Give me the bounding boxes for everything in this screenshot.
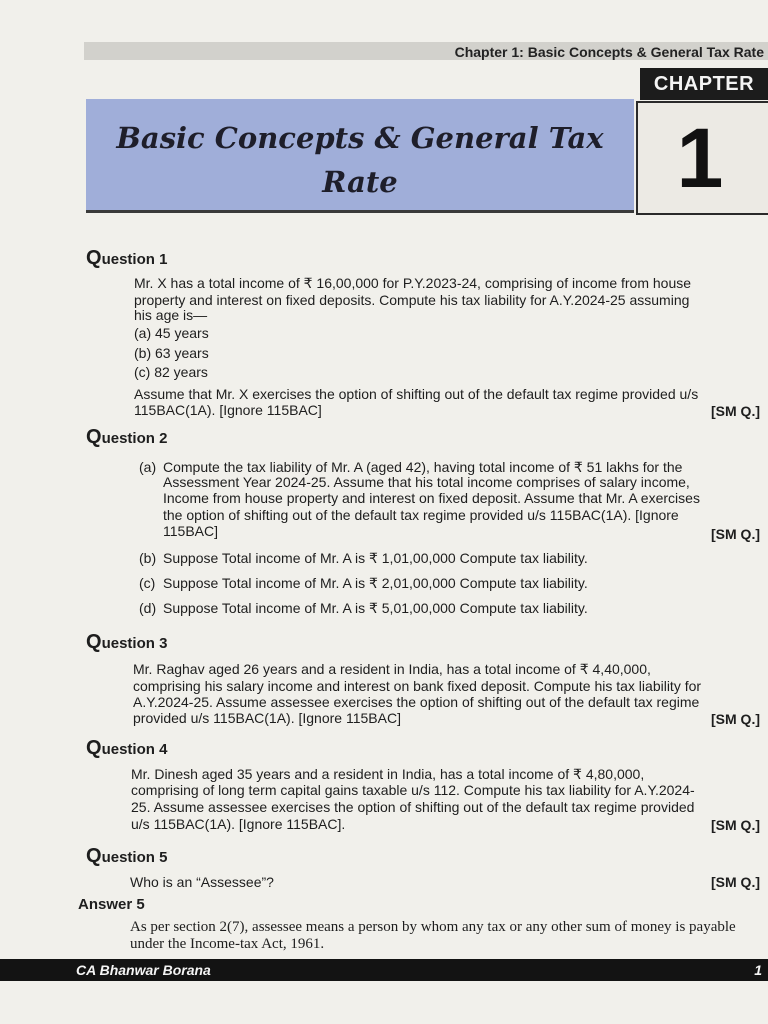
q5-source-tag: [SM Q.] bbox=[711, 874, 760, 890]
chapter-title bbox=[100, 116, 620, 204]
footer-author: CA Bhanwar Borana bbox=[76, 962, 211, 978]
q1-line: property and interest on fixed deposits. Compute his tax liability for A.Y.2024-25 assuming bbox=[134, 292, 690, 308]
q2-part-a-line: Income from house property and interest on fixed deposit. Assume that Mr. A exercises bbox=[163, 490, 700, 506]
q1-line: Assume that Mr. X exercises the option of shifting out of the default tax regime provided u/s bbox=[134, 386, 699, 402]
question-4-heading: Question 4 bbox=[86, 737, 168, 759]
q2-part-d-label: (d) bbox=[139, 600, 157, 616]
q2-part-a-line: Compute the tax liability of Mr. A (aged 42), having total income of ₹ 51 lakhs for the bbox=[163, 459, 683, 475]
q4-line: u/s 115BAC(1A). [Ignore 115BAC]. bbox=[131, 816, 346, 832]
question-1-heading: Question 1 bbox=[86, 247, 168, 269]
chapter-title-line-1: Basic Concepts & General Tax bbox=[116, 121, 604, 155]
q4-source-tag: [SM Q.] bbox=[711, 817, 760, 833]
q2-source-tag: [SM Q.] bbox=[711, 526, 760, 542]
question-2-heading: Question 2 bbox=[86, 426, 168, 448]
q3-line: comprising his salary income and interest on bank fixed deposit. Compute his tax liability for bbox=[133, 678, 702, 694]
answer-5-line: under the Income-tax Act, 1961. bbox=[130, 936, 325, 952]
q2-part-b-label: (b) bbox=[139, 550, 157, 566]
footer-page-number: 1 bbox=[754, 962, 762, 978]
q2-part-a-line: 115BAC] bbox=[163, 523, 218, 539]
question-3-heading: Question 3 bbox=[86, 631, 168, 653]
answer-5-heading: Answer 5 bbox=[78, 896, 145, 913]
q2-part-a-line: the option of shifting out of the default tax regime provided u/s 115BAC(1A). [Ignore bbox=[163, 507, 679, 523]
q2-part-b-text: Suppose Total income of Mr. A is ₹ 1,01,00,000 Compute tax liability. bbox=[163, 550, 588, 566]
q4-line: Mr. Dinesh aged 35 years and a resident in India, has a total income of ₹ 4,80,000, bbox=[131, 766, 645, 782]
q2-part-c-label: (c) bbox=[139, 575, 156, 591]
q2-part-c-text: Suppose Total income of Mr. A is ₹ 2,01,00,000 Compute tax liability. bbox=[163, 575, 588, 591]
chapter-number: 1 bbox=[676, 111, 724, 205]
chapter-title-line-2: Rate bbox=[322, 165, 398, 199]
q2-part-a-label: (a) bbox=[139, 459, 157, 475]
chapter-label: CHAPTER bbox=[640, 68, 768, 100]
q1-option-c: (c) 82 years bbox=[134, 364, 208, 380]
q5-line: Who is an “Assessee”? bbox=[130, 874, 274, 890]
q3-line: A.Y.2024-25. Assume assessee exercises the option of shifting out of the default tax regime bbox=[133, 694, 700, 710]
q1-option-a: (a) 45 years bbox=[134, 325, 209, 341]
running-header-title: Chapter 1: Basic Concepts & General Tax Rate bbox=[454, 44, 764, 60]
q3-line: provided u/s 115BAC(1A). [Ignore 115BAC] bbox=[133, 710, 401, 726]
q1-line: his age is— bbox=[134, 307, 208, 323]
q4-line: comprising of long term capital gains taxable u/s 112. Compute his tax liability for A.Y.2024- bbox=[131, 782, 695, 798]
q1-line: Mr. X has a total income of ₹ 16,00,000 for P.Y.2023-24, comprising of income from house bbox=[134, 275, 692, 291]
q1-source-tag: [SM Q.] bbox=[711, 403, 760, 419]
answer-5-line: As per section 2(7), assessee means a person by whom any tax or any other sum of money is payable bbox=[130, 919, 736, 935]
q2-part-d-text: Suppose Total income of Mr. A is ₹ 5,01,00,000 Compute tax liability. bbox=[163, 600, 588, 616]
q3-line: Mr. Raghav aged 26 years and a resident in India, has a total income of ₹ 4,40,000, bbox=[133, 661, 651, 677]
q4-line: 25. Assume assessee exercises the option of shifting out of the default tax regime provided bbox=[131, 799, 695, 815]
page-footer bbox=[0, 959, 768, 981]
q1-line: 115BAC(1A). [Ignore 115BAC] bbox=[134, 402, 322, 418]
q2-part-a-line: Assessment Year 2024-25. Assume that his total income comprises of salary income, bbox=[163, 474, 690, 490]
q1-option-b: (b) 63 years bbox=[134, 345, 209, 361]
question-5-heading: Question 5 bbox=[86, 845, 168, 867]
q3-source-tag: [SM Q.] bbox=[711, 711, 760, 727]
